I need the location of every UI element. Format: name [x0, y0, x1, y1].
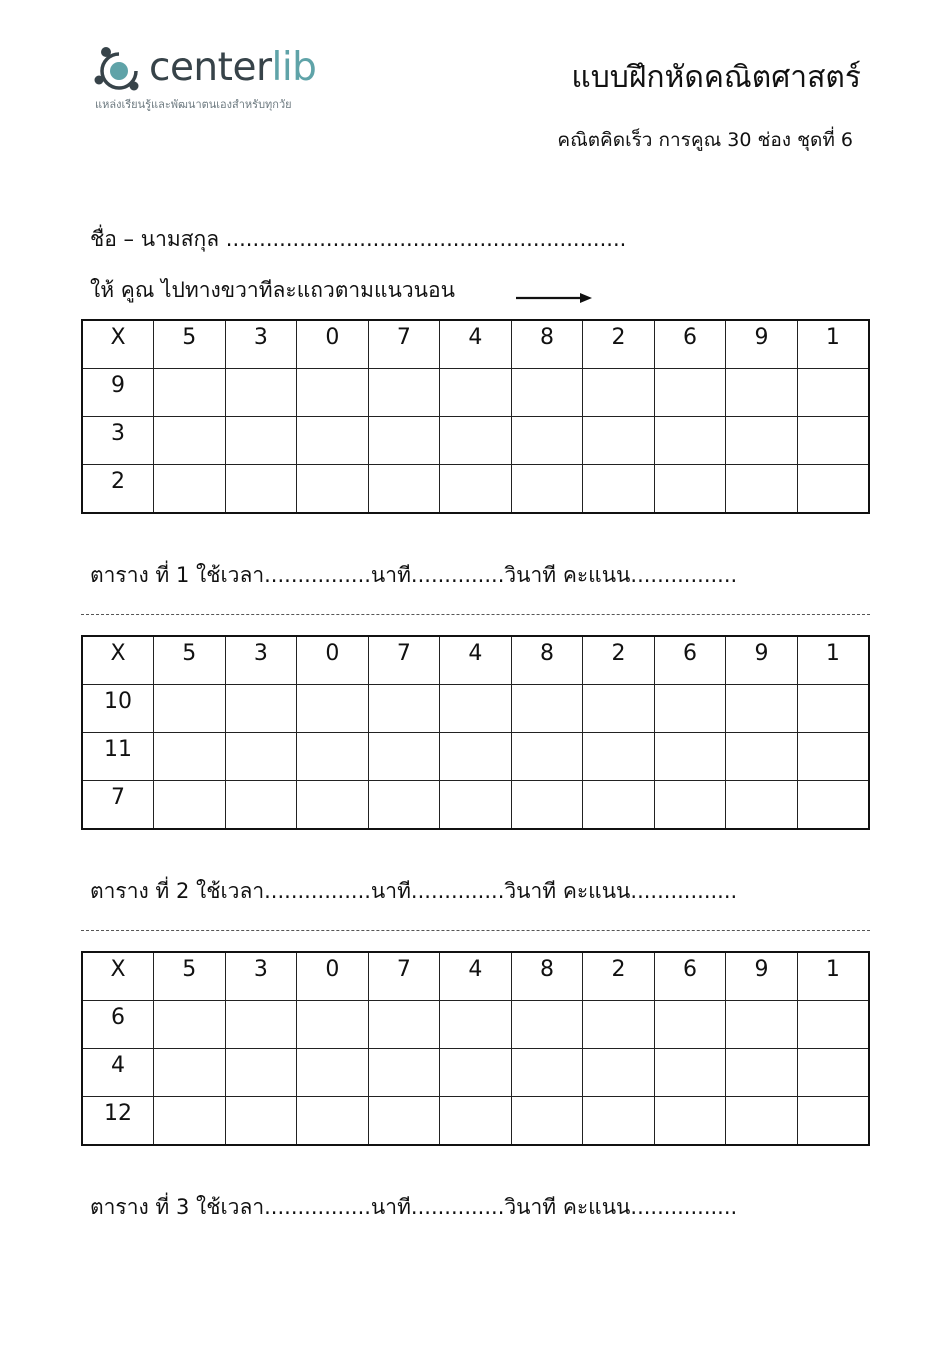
answer-cell[interactable]	[440, 685, 512, 733]
answer-cell[interactable]	[297, 1049, 369, 1097]
column-header: 7	[368, 636, 440, 685]
answer-cell[interactable]	[297, 1001, 369, 1049]
column-header: 5	[154, 636, 226, 685]
answer-cell[interactable]	[368, 369, 440, 417]
answer-cell[interactable]	[511, 1001, 583, 1049]
answer-cell[interactable]	[368, 685, 440, 733]
answer-cell[interactable]	[368, 465, 440, 514]
column-header: 4	[440, 636, 512, 685]
column-header: 5	[154, 320, 226, 369]
answer-cell[interactable]	[654, 1097, 726, 1146]
column-header: 1	[797, 952, 869, 1001]
answer-cell[interactable]	[511, 733, 583, 781]
answer-cell[interactable]	[654, 685, 726, 733]
column-header: 4	[440, 320, 512, 369]
answer-cell[interactable]	[583, 1001, 655, 1049]
answer-cell[interactable]	[583, 1049, 655, 1097]
answer-cell[interactable]	[440, 733, 512, 781]
multiplication-table-2	[81, 635, 870, 830]
answer-cell[interactable]	[654, 1001, 726, 1049]
table-row	[82, 465, 869, 514]
answer-cell[interactable]	[225, 1097, 297, 1146]
cut-line-divider	[81, 614, 870, 615]
student-name-field: ชื่อ – นามสกุล ............................................................	[90, 227, 627, 251]
answer-cell[interactable]	[726, 417, 798, 465]
answer-cell[interactable]	[654, 369, 726, 417]
answer-cell[interactable]	[726, 1049, 798, 1097]
answer-cell[interactable]	[440, 1049, 512, 1097]
table-row	[82, 1097, 869, 1146]
answer-cell[interactable]	[154, 1097, 226, 1146]
answer-cell[interactable]	[154, 733, 226, 781]
table-header-row	[82, 636, 869, 685]
answer-cell[interactable]	[154, 417, 226, 465]
table-row	[82, 417, 869, 465]
row-header: 7	[82, 781, 154, 830]
column-header: 6	[654, 952, 726, 1001]
column-header: 3	[225, 952, 297, 1001]
answer-cell[interactable]	[440, 1097, 512, 1146]
table-row	[82, 685, 869, 733]
answer-cell[interactable]	[726, 465, 798, 514]
answer-cell[interactable]	[297, 417, 369, 465]
table-row	[82, 1001, 869, 1049]
answer-cell[interactable]	[583, 781, 655, 830]
row-header: 11	[82, 733, 154, 781]
page-subtitle: คณิตคิดเร็ว การคูณ 30 ช่อง ชุดที่ 6	[557, 129, 853, 151]
score-line-1: ตาราง ที่ 1 ใช้เวลา................นาที..............วินาที คะแนน................	[90, 563, 738, 587]
answer-cell[interactable]	[797, 369, 869, 417]
answer-cell[interactable]	[297, 733, 369, 781]
row-header: 4	[82, 1049, 154, 1097]
answer-cell[interactable]	[225, 685, 297, 733]
answer-cell[interactable]	[440, 465, 512, 514]
column-header: 0	[297, 320, 369, 369]
answer-cell[interactable]	[726, 733, 798, 781]
answer-cell[interactable]	[225, 1049, 297, 1097]
logo-word-lib: lib	[271, 45, 317, 90]
answer-cell[interactable]	[154, 465, 226, 514]
multiplication-table-3	[81, 951, 870, 1146]
answer-cell[interactable]	[225, 733, 297, 781]
page-title: แบบฝึกหัดคณิตศาสตร์	[571, 60, 861, 95]
answer-cell[interactable]	[583, 465, 655, 514]
column-header: 6	[654, 320, 726, 369]
column-header: 7	[368, 320, 440, 369]
logo-tagline: แหล่งเรียนรู้และพัฒนาตนเองสำหรับทุกวัย	[95, 98, 292, 111]
answer-cell[interactable]	[368, 417, 440, 465]
row-header: 6	[82, 1001, 154, 1049]
answer-cell[interactable]	[154, 1001, 226, 1049]
answer-cell[interactable]	[225, 417, 297, 465]
table-row	[82, 733, 869, 781]
answer-cell[interactable]	[583, 369, 655, 417]
answer-cell[interactable]	[797, 685, 869, 733]
column-header: 2	[583, 636, 655, 685]
cut-line-divider	[81, 930, 870, 931]
answer-cell[interactable]	[654, 417, 726, 465]
answer-cell[interactable]	[797, 465, 869, 514]
answer-cell[interactable]	[297, 369, 369, 417]
answer-cell[interactable]	[154, 369, 226, 417]
answer-cell[interactable]	[154, 685, 226, 733]
answer-cell[interactable]	[583, 733, 655, 781]
column-header: 9	[726, 952, 798, 1001]
answer-cell[interactable]	[511, 685, 583, 733]
row-header: 2	[82, 465, 154, 514]
answer-cell[interactable]	[654, 1049, 726, 1097]
column-header: 5	[154, 952, 226, 1001]
answer-cell[interactable]	[297, 1097, 369, 1146]
answer-cell[interactable]	[511, 417, 583, 465]
column-header: 0	[297, 636, 369, 685]
answer-cell[interactable]	[654, 733, 726, 781]
column-header: 3	[225, 320, 297, 369]
logo-mark-icon	[93, 42, 149, 98]
answer-cell[interactable]	[225, 781, 297, 830]
column-header: 7	[368, 952, 440, 1001]
answer-cell[interactable]	[368, 1001, 440, 1049]
column-header: 1	[797, 636, 869, 685]
column-header: 2	[583, 952, 655, 1001]
column-header: 9	[726, 320, 798, 369]
answer-cell[interactable]	[797, 1049, 869, 1097]
column-header: 6	[654, 636, 726, 685]
answer-cell[interactable]	[726, 685, 798, 733]
answer-cell[interactable]	[726, 1097, 798, 1146]
answer-cell[interactable]	[511, 465, 583, 514]
answer-cell[interactable]	[225, 465, 297, 514]
table-header-row	[82, 320, 869, 369]
logo-wordmark	[149, 44, 316, 92]
table-row	[82, 369, 869, 417]
right-arrow-icon	[516, 290, 594, 306]
answer-cell[interactable]	[797, 733, 869, 781]
answer-cell[interactable]	[368, 1049, 440, 1097]
score-line-2: ตาราง ที่ 2 ใช้เวลา................นาที..............วินาที คะแนน................	[90, 879, 738, 903]
answer-cell[interactable]	[440, 417, 512, 465]
answer-cell[interactable]	[511, 1049, 583, 1097]
answer-cell[interactable]	[511, 369, 583, 417]
answer-cell[interactable]	[797, 1097, 869, 1146]
answer-cell[interactable]	[654, 781, 726, 830]
answer-cell[interactable]	[511, 1097, 583, 1146]
column-header: 8	[511, 636, 583, 685]
row-header: 9	[82, 369, 154, 417]
column-header: 0	[297, 952, 369, 1001]
answer-cell[interactable]	[225, 369, 297, 417]
answer-cell[interactable]	[440, 781, 512, 830]
answer-cell[interactable]	[154, 781, 226, 830]
answer-cell[interactable]	[225, 1001, 297, 1049]
answer-cell[interactable]	[297, 465, 369, 514]
column-header: 8	[511, 320, 583, 369]
answer-cell[interactable]	[297, 781, 369, 830]
column-header: 1	[797, 320, 869, 369]
answer-cell[interactable]	[583, 685, 655, 733]
answer-cell[interactable]	[440, 369, 512, 417]
column-header: 9	[726, 636, 798, 685]
answer-cell[interactable]	[726, 1001, 798, 1049]
answer-cell[interactable]	[368, 781, 440, 830]
answer-cell[interactable]	[368, 733, 440, 781]
answer-cell[interactable]	[797, 781, 869, 830]
answer-cell[interactable]	[797, 417, 869, 465]
instruction-text: ให้ คูณ ไปทางขวาทีละแถวตามแนวนอน	[90, 278, 456, 302]
column-header: 8	[511, 952, 583, 1001]
column-header: 3	[225, 636, 297, 685]
corner-cell: X	[82, 320, 154, 369]
answer-cell[interactable]	[511, 781, 583, 830]
column-header: 2	[583, 320, 655, 369]
answer-cell[interactable]	[726, 781, 798, 830]
answer-cell[interactable]	[297, 685, 369, 733]
answer-cell[interactable]	[154, 1049, 226, 1097]
table-header-row	[82, 952, 869, 1001]
multiplication-table-1	[81, 319, 870, 514]
answer-cell[interactable]	[440, 1001, 512, 1049]
table-row	[82, 781, 869, 830]
answer-cell[interactable]	[583, 1097, 655, 1146]
answer-cell[interactable]	[368, 1097, 440, 1146]
column-header: 4	[440, 952, 512, 1001]
answer-cell[interactable]	[654, 465, 726, 514]
answer-cell[interactable]	[726, 369, 798, 417]
score-line-3: ตาราง ที่ 3 ใช้เวลา................นาที..............วินาที คะแนน................	[90, 1195, 738, 1219]
answer-cell[interactable]	[797, 1001, 869, 1049]
row-header: 10	[82, 685, 154, 733]
answer-cell[interactable]	[583, 417, 655, 465]
centerlib-logo	[93, 42, 353, 122]
row-header: 3	[82, 417, 154, 465]
corner-cell: X	[82, 636, 154, 685]
logo-word-center: center	[149, 45, 272, 90]
corner-cell: X	[82, 952, 154, 1001]
table-row	[82, 1049, 869, 1097]
row-header: 12	[82, 1097, 154, 1146]
